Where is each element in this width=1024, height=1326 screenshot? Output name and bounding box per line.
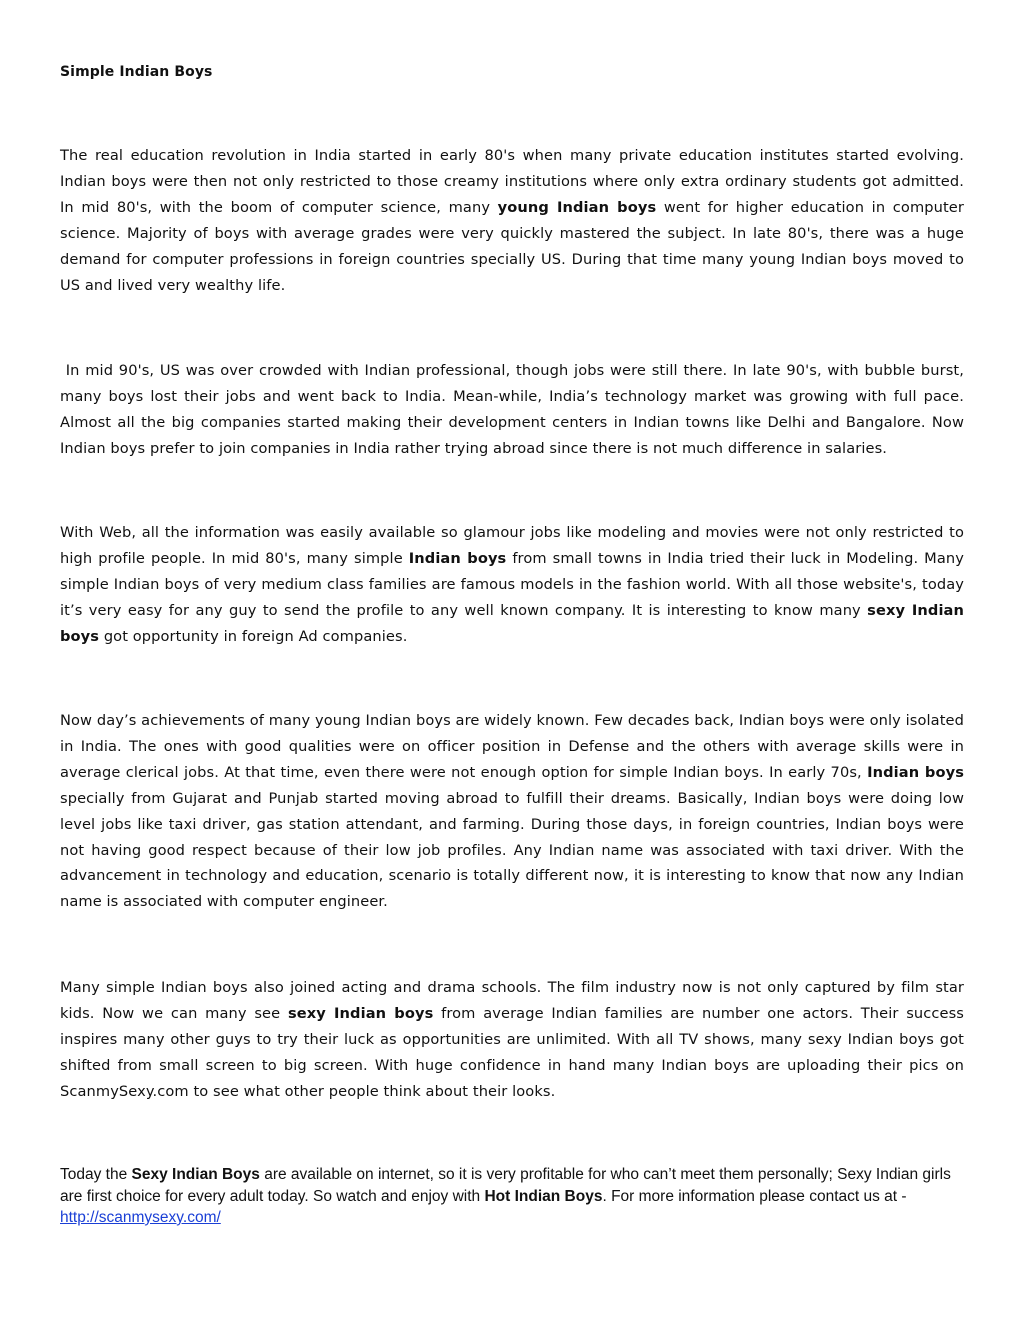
paragraph-text: With Web, all the information was easily available so glamour jobs like modeling and movies were not only restricted to high profile people. In mid 80's, many simple — [60, 524, 964, 567]
page-title: Simple Indian Boys — [60, 64, 213, 80]
contact-link[interactable]: http://scanmysexy.com/ — [60, 1209, 221, 1226]
bold-keyword: sexy Indian boys — [287, 1004, 434, 1022]
bold-keyword: Sexy Indian Boys — [131, 1166, 260, 1183]
bold-keyword: Hot Indian Boys — [484, 1187, 603, 1205]
paragraph-text: In mid 90's, US was over crowded with Indian professional, though jobs were still there. In late 90's, with bubble burst, many boys lost their jobs and went back to India. Mean-while, India’s technology market was growing with full pace. Almost all the big companies started making their development centers in Indian towns like Delhi and Bangalore. Now Indian boys prefer to join companies in India rather trying abroad since there is not much difference in salaries. — [60, 362, 969, 457]
paragraph-text: . For more information please contact us at - — [602, 1187, 907, 1205]
paragraph-4 — [60, 708, 964, 915]
paragraph-text: Many simple Indian boys also joined acting and drama schools. The film industry now is not only captured by film star kids. Now we can many see — [60, 979, 964, 1022]
bold-keyword: young Indian boys — [497, 198, 657, 216]
paragraph-text: got opportunity in foreign Ad companies. — [99, 627, 408, 645]
paragraph-6 — [60, 1164, 960, 1229]
bold-keyword: sexy Indian boys — [60, 601, 964, 645]
bold-keyword: Indian boys — [408, 549, 507, 567]
paragraph-3 — [60, 520, 964, 650]
paragraph-5 — [60, 975, 964, 1105]
bold-keyword: Indian boys — [867, 763, 964, 781]
paragraph-text: Today the — [60, 1166, 132, 1183]
paragraph-text: from small towns in India tried their luck in Modeling. Many simple Indian boys of very medium class families are famous models in the fashion world. With all those website's, today it’s very easy for any guy to send the profile to any well known company. It is interesting to know many — [60, 549, 964, 619]
paragraph-text: are available on internet, so it is very profitable for who can’t meet them personally; Sexy Indian girls are first choice for every adult today. So watch and enjoy with — [60, 1166, 951, 1205]
paragraph-text: The real education revolution in India started in early 80's when many private education institutes started evolving. Indian boys were then not only restricted to those creamy institutions where only extra ordinary students got admitted. In mid 80's, with the boom of computer science, many — [60, 147, 964, 216]
paragraph-text: from average Indian families are number one actors. Their success inspires many other guys to try their luck as opportunities are unlimited. With all TV shows, many sexy Indian boys got shifted from small screen to big screen. With huge confidence in hand many Indian boys are uploading their pics on ScanmySexy.com to see what other people think about their looks. — [60, 1004, 965, 1100]
paragraph-text: specially from Gujarat and Punjab started moving abroad to fulfill their dreams. Basically, Indian boys were doing low level jobs like taxi driver, gas station attendant, and farming. During those days, in foreign countries, Indian boys were not having good respect because of their low job profiles. Any Indian name was associated with taxi driver. With the advancement in technology and education, scenario is totally different now, it is interesting to know that now any Indian name is associated with computer engineer. — [60, 789, 964, 911]
paragraph-1 — [60, 143, 964, 298]
paragraph-text: went for higher education in computer science. Majority of boys with average grades were very quickly mastered the subject. In late 80's, there was a huge demand for computer professions in foreign countries specially US. During that time many young Indian boys moved to US and lived very wealthy life. — [60, 198, 964, 294]
paragraph-text: Now day’s achievements of many young Indian boys are widely known. Few decades back, Indian boys were only isolated in India. The ones with good qualities were on officer position in Defense and the others with average skills were in average clerical jobs. At that time, even there were not enough option for simple Indian boys. In early 70s, — [60, 712, 964, 781]
paragraph-2 — [60, 358, 969, 462]
